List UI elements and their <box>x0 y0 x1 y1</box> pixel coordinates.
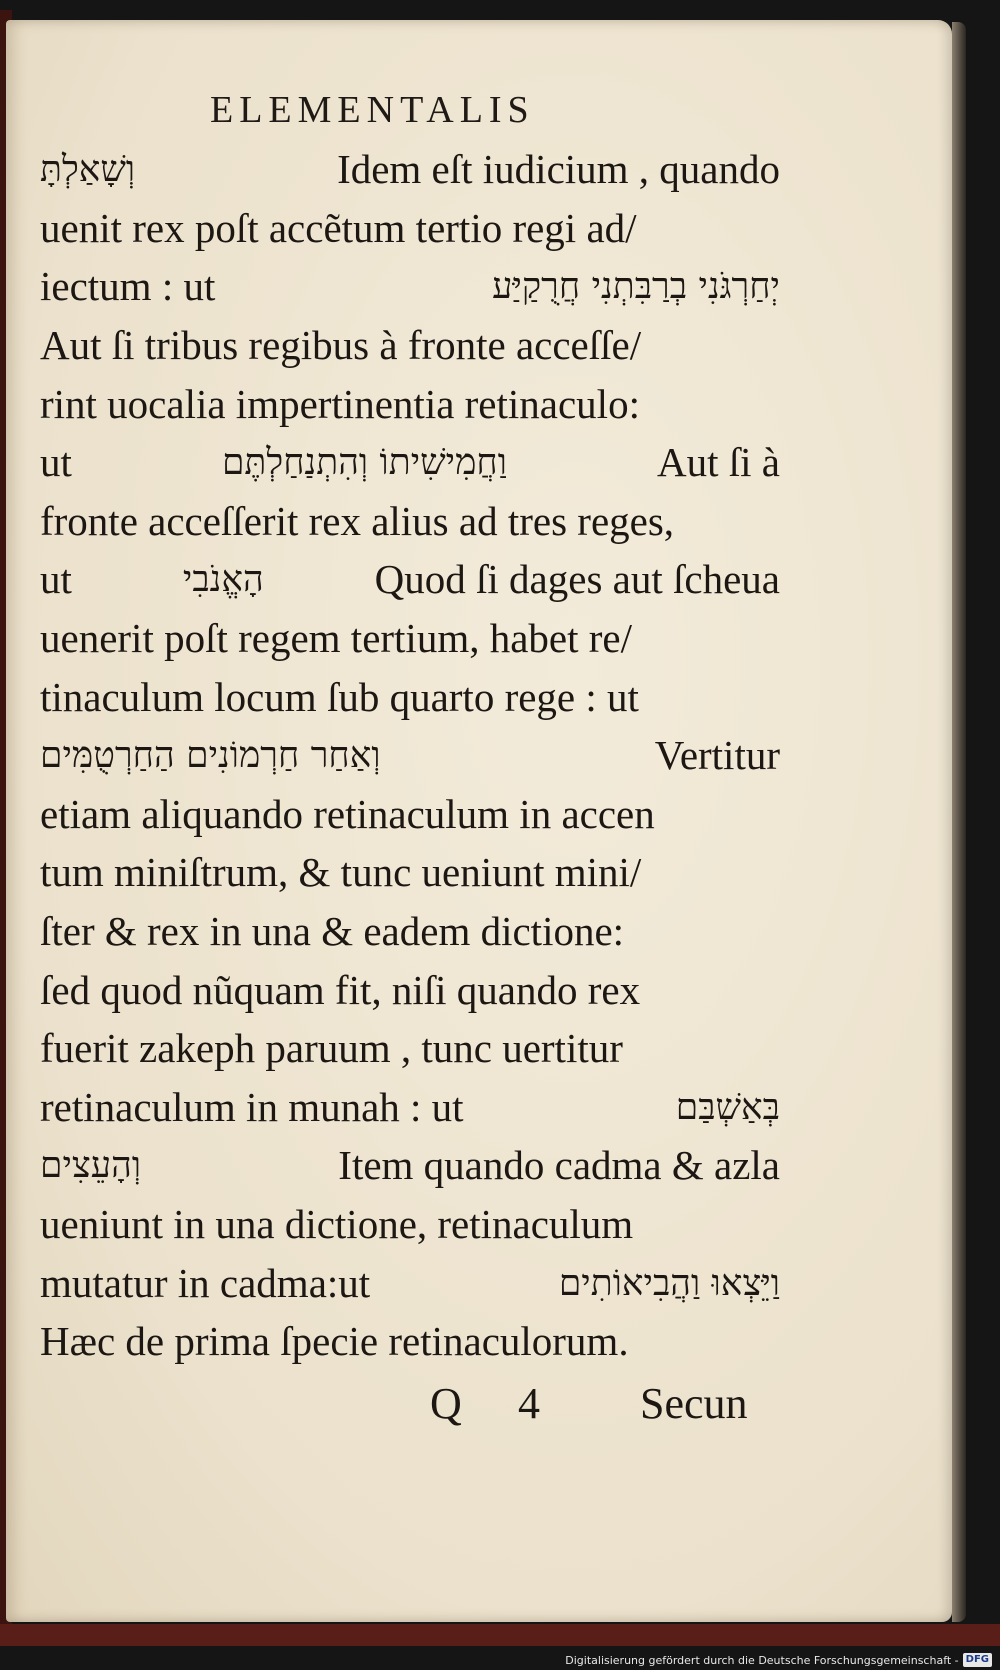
latin-text: ueniunt in una dictione, retinaculum <box>40 1200 634 1247</box>
text-line <box>40 960 780 1019</box>
credit-text: Digitalisierung gefördert durch die Deutsche Forschungsgemeinschaft - <box>565 1653 959 1667</box>
text-line <box>40 609 780 668</box>
latin-text: retinaculum in munah : ut <box>40 1083 464 1130</box>
text-line <box>40 433 780 492</box>
latin-text: ut <box>40 439 72 486</box>
text-line <box>40 316 780 375</box>
latin-text: uenerit poſt regem tertium, habet re/ <box>40 615 632 662</box>
cover-edge <box>0 1624 1000 1646</box>
text-line <box>40 1312 780 1371</box>
hebrew-word: וַיֵּצְאוּ וַהֲבִיאוֹתִים <box>558 1262 780 1304</box>
text-line <box>40 667 780 726</box>
latin-text: Quod ſi dages aut ſcheua <box>374 556 780 603</box>
latin-text: Idem eſt iudicium , quando <box>337 146 780 193</box>
text-line <box>40 199 780 258</box>
text-line <box>40 1078 780 1137</box>
latin-text: uenit rex poſt accẽtum tertio regi ad/ <box>40 204 637 251</box>
latin-text: tinaculum locum ſub quarto rege : ut <box>40 673 639 720</box>
body-text <box>40 140 780 1370</box>
catchword: Secun <box>640 1379 748 1428</box>
text-line <box>40 726 780 785</box>
text-line <box>40 843 780 902</box>
latin-text: Hæc de prima ſpecie retinaculorum. <box>40 1318 629 1365</box>
running-head: ELEMENTALIS <box>210 89 535 131</box>
hebrew-word: הָאֱנֹבִי <box>182 559 264 601</box>
latin-text: etiam aliquando retinaculum in accen <box>40 790 655 837</box>
text-line <box>40 1019 780 1078</box>
latin-text: fronte acceſſerit rex alius ad tres reges, <box>40 497 675 544</box>
text-line <box>40 374 780 433</box>
latin-text: ſed quod nũquam fit, niſi quando rex <box>40 966 641 1013</box>
text-line <box>40 492 780 551</box>
signature-letter: Q <box>430 1379 462 1428</box>
hebrew-word: וְאַחַר חַרְמוֹנִים הַחַרְטֻמִּים <box>40 735 381 777</box>
latin-text: Aut ſi tribus regibus à fronte acceſſe/ <box>40 322 642 369</box>
page-edge <box>952 22 966 1622</box>
latin-text: Aut ſi à <box>657 439 780 486</box>
latin-text: ſter & rex in una & eadem dictione: <box>40 908 625 955</box>
text-line <box>40 1253 780 1312</box>
page-footer <box>430 1378 770 1438</box>
latin-text: rint uocalia impertinentia retinaculo: <box>40 380 640 427</box>
hebrew-word: וַחֲמִישִׁיתוֹ וְהִתְנַחַלְתֶּם <box>221 442 507 484</box>
text-line <box>40 785 780 844</box>
hebrew-word: יְחַרְגֹּנִי בְרַבִּתְנִי חֲרֻקַיַּע <box>492 266 780 308</box>
latin-text: fuerit zakeph paruum , tunc uertitur <box>40 1025 623 1072</box>
text-line <box>40 550 780 609</box>
latin-text: tum miniſtrum, & tunc ueniunt mini/ <box>40 849 642 896</box>
signature-number: 4 <box>518 1379 540 1428</box>
text-line <box>40 140 780 199</box>
text-line <box>40 1136 780 1195</box>
digitization-credit <box>565 1650 992 1670</box>
latin-text: Vertitur <box>654 732 780 779</box>
latin-text: Item quando cadma & azla <box>338 1142 780 1189</box>
text-line <box>40 902 780 961</box>
dfg-logo: DFG <box>963 1653 992 1667</box>
hebrew-word: וְשָׁאַלְתָּ <box>40 149 136 191</box>
hebrew-word: בְּאַשְׁבַּם <box>675 1086 780 1128</box>
latin-text: ut <box>40 556 72 603</box>
latin-text: mutatur in cadma:ut <box>40 1259 371 1306</box>
latin-text: iectum : ut <box>40 263 216 310</box>
hebrew-word: וְהָעֵצִים <box>40 1145 142 1187</box>
text-line <box>40 1195 780 1254</box>
text-line <box>40 257 780 316</box>
